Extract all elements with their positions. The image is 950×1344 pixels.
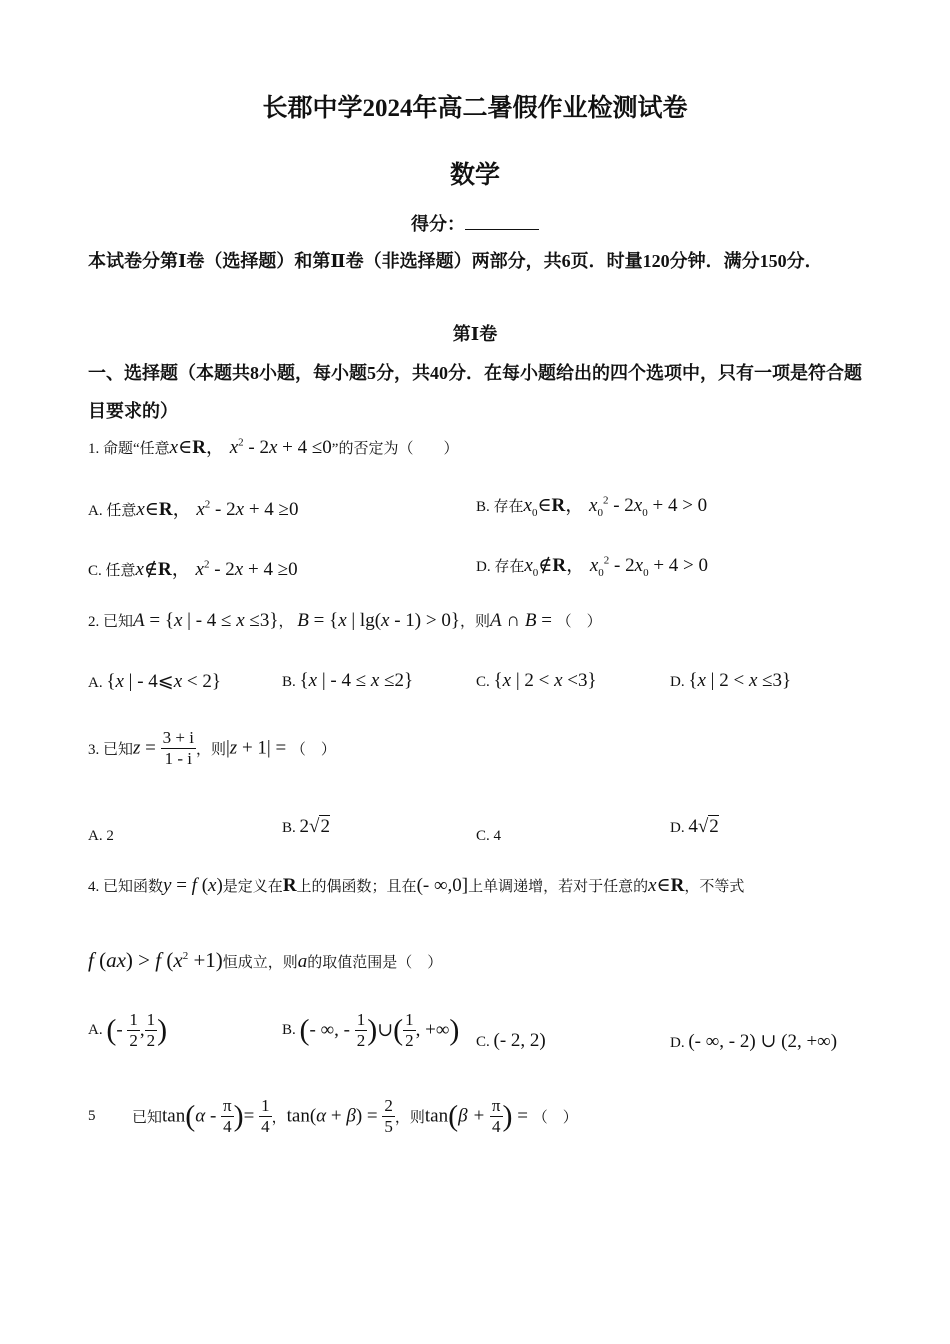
q3-fraction: $\frac{3 + i}{1 - i}$ bbox=[162, 728, 194, 768]
q3-b-label: B. bbox=[282, 820, 296, 836]
q5-tan1: tan bbox=[162, 1105, 186, 1127]
q4-a-frac2: $\frac{1}{2}$ bbox=[146, 1010, 156, 1050]
q4-b-lparen2: ( bbox=[393, 1013, 404, 1047]
q5-eq1: = bbox=[243, 1105, 260, 1127]
q2-math-b: B = {x | lg(x - 1) > 0} bbox=[297, 610, 460, 631]
q5-tan3: tan bbox=[424, 1105, 449, 1127]
q4-b-label: B. bbox=[282, 1022, 296, 1038]
q5-frac-pi4-b: $\frac{\pi}{4}$ bbox=[491, 1096, 501, 1136]
q5-frac-pi4-a: $\frac{\pi}{4}$ bbox=[223, 1096, 232, 1136]
exam-intro: 本试卷分第Ⅰ卷（选择题）和第Ⅱ卷（非选择题）两部分，共6页．时量120分钟．满分150分． bbox=[88, 251, 823, 271]
q3-option-c[interactable]: C. 4 bbox=[476, 828, 502, 844]
q4-t1: 是定义在 bbox=[222, 879, 283, 895]
q3-option-d[interactable] bbox=[670, 816, 719, 838]
q2-d-label: D. bbox=[670, 674, 685, 690]
q4-b-rparen1: ) bbox=[367, 1013, 378, 1047]
q3-option-b[interactable] bbox=[282, 816, 330, 838]
exam-subject: 数学 bbox=[449, 162, 500, 189]
q4-math-x: x∈R bbox=[648, 875, 685, 896]
question-4-line2 bbox=[88, 948, 442, 973]
volume-heading: 第Ⅰ卷 bbox=[452, 324, 498, 344]
q4-a-lparen: ( bbox=[106, 1013, 117, 1047]
q2-a-math: {x | - 4⩽x < 2} bbox=[106, 671, 221, 692]
score-label: 得分： bbox=[411, 214, 465, 234]
q4-b-frac1: $\frac{1}{2}$ bbox=[356, 1010, 366, 1050]
q4-t5: 恒成立，则 bbox=[222, 955, 298, 971]
q4-option-c[interactable] bbox=[476, 1030, 546, 1052]
q1-option-a[interactable] bbox=[88, 494, 298, 521]
question-3 bbox=[88, 728, 336, 769]
q4-math-r: R bbox=[282, 875, 297, 896]
q5-frac-14: $\frac{1}{4}$ bbox=[261, 1096, 270, 1136]
q3-b-math: 2√2 bbox=[299, 816, 330, 837]
q1-c-math: x∉R， $x^2 - 2x + 4 \ge 0$ bbox=[135, 558, 298, 580]
q2-option-c[interactable] bbox=[476, 670, 597, 692]
q2-b-math: {x | - 4 ≤ x ≤2} bbox=[299, 670, 414, 691]
q5-number: 5 bbox=[88, 1108, 96, 1124]
q4-a-frac1: $\frac{1}{2}$ bbox=[129, 1010, 138, 1050]
q4-b-union: ∪ bbox=[377, 1020, 394, 1041]
q4-option-b[interactable] bbox=[282, 1010, 459, 1051]
q4-a-label: A. bbox=[88, 1022, 103, 1038]
q2-math-a: A = {x | - 4 ≤ x ≤3} bbox=[133, 610, 279, 631]
q2-option-b[interactable] bbox=[282, 670, 413, 692]
q5-rparen3: ) bbox=[502, 1099, 513, 1133]
section-heading: 一、选择题（本题共8小题，每小题5分，共40分．在每小题给出的四个选项中，只有一项是符合题目要求的） bbox=[88, 363, 862, 421]
q1-option-b[interactable] bbox=[476, 490, 707, 519]
q4-b-rparen2: ) bbox=[449, 1013, 460, 1047]
q5-frac-25: $\frac{2}{5}$ bbox=[384, 1096, 393, 1136]
q4-t2: 上的偶函数；且在 bbox=[296, 879, 417, 895]
q1-suffix: ”的否定为（ ） bbox=[331, 441, 459, 457]
q4-t4: ，不等式 bbox=[684, 879, 745, 895]
q1-d-label: D. 存在 bbox=[476, 559, 525, 575]
q5-comma1: ， bbox=[271, 1110, 287, 1126]
q2-prefix: 2. 已知 bbox=[88, 614, 134, 630]
q1-b-math: $x_0\in R$， $x_0^2 - 2x_0 + 4 > 0$ bbox=[523, 494, 708, 519]
q3-math-z: z = bbox=[133, 737, 161, 759]
q4-c-math: (- 2, 2) bbox=[493, 1030, 546, 1051]
q3-prefix: 3. 已知 bbox=[88, 742, 134, 758]
q4-b-frac2: $\frac{1}{2}$ bbox=[405, 1010, 414, 1050]
q2-b-label: B. bbox=[282, 674, 296, 690]
q2-math-c: A ∩ B = bbox=[490, 610, 557, 631]
q1-a-label: A. 任意 bbox=[88, 503, 137, 519]
q2-c-math: {x | 2 < x <3} bbox=[493, 670, 597, 691]
q1-c-label: C. 任意 bbox=[88, 563, 136, 579]
q1-prefix: 1. 命题“任意 bbox=[88, 441, 170, 457]
q5-lparen3: ( bbox=[448, 1099, 459, 1133]
question-2: 2. 已知A = {x | - 4 ≤ x ≤3}， B = {x | lg(x - 1) > 0}，则A ∩ B = （ ） bbox=[88, 610, 602, 631]
q2-option-d[interactable] bbox=[670, 670, 791, 692]
question-1 bbox=[88, 432, 458, 459]
q4-c-label: C. bbox=[476, 1034, 490, 1050]
q3-option-a[interactable]: A. 2 bbox=[88, 828, 114, 844]
q4-option-d[interactable] bbox=[670, 1030, 837, 1053]
q1-math: x∈R， $x^2 - 2x + 4 \le 0$ bbox=[169, 436, 332, 458]
q2-option-a[interactable] bbox=[88, 670, 221, 693]
q4-b-lparen1: ( bbox=[299, 1013, 310, 1047]
q2-a-label: A. bbox=[88, 675, 103, 691]
q4-math-ineq: f (ax) > f $(x^2 +1)$ bbox=[88, 948, 223, 972]
q5-alpha: α - bbox=[195, 1105, 222, 1127]
q4-prefix: 4. 已知函数 bbox=[88, 879, 164, 895]
exam-title: 长郡中学2024年高二暑假作业检测试卷 bbox=[262, 95, 688, 122]
q1-option-d[interactable] bbox=[476, 550, 708, 579]
q4-math-interval: (- ∞,0] bbox=[416, 875, 469, 896]
q4-b-left: - ∞, - bbox=[309, 1019, 355, 1041]
q1-b-label: B. 存在 bbox=[476, 499, 524, 515]
q4-b-right: , +∞ bbox=[415, 1019, 450, 1041]
q4-option-a[interactable] bbox=[88, 1010, 167, 1051]
q1-option-c[interactable] bbox=[88, 554, 298, 581]
q5-tan2: tan(α + β) = bbox=[286, 1105, 383, 1127]
q3-mid: ，则 bbox=[195, 742, 226, 758]
q2-paren: （ ） bbox=[556, 614, 602, 630]
q1-d-math: $x_0\notin R$， $x_0^2 - 2x_0 + 4 > 0$ bbox=[524, 554, 708, 579]
q4-d-label: D. bbox=[670, 1035, 685, 1051]
score-blank[interactable] bbox=[465, 213, 539, 230]
q3-paren: （ ） bbox=[290, 742, 336, 758]
q2-c-label: C. bbox=[476, 674, 490, 690]
q3-d-label: D. bbox=[670, 820, 685, 836]
q5-lparen1: ( bbox=[185, 1099, 196, 1133]
q3-d-math: 4√2 bbox=[688, 816, 719, 837]
question-4 bbox=[88, 874, 744, 897]
q5-prefix: 已知 bbox=[132, 1110, 163, 1126]
q5-rparen1: ) bbox=[233, 1099, 244, 1133]
q4-t3: 上单调递增，若对于任意的 bbox=[468, 879, 649, 895]
q4-t6: 的取值范围是（ ） bbox=[307, 955, 443, 971]
q5-eq3: = bbox=[512, 1105, 533, 1127]
q4-d-math: (- ∞, - 2) ∪ (2, +∞) bbox=[688, 1031, 838, 1052]
q5-then: ，则 bbox=[394, 1110, 425, 1126]
q2-suffix: ，则 bbox=[459, 614, 490, 630]
q2-d-math: {x | 2 < x ≤3} bbox=[688, 670, 792, 691]
q5-paren: （ ） bbox=[532, 1110, 578, 1126]
q1-a-math: x∈R， $x^2 - 2x + 4 \ge 0$ bbox=[136, 498, 299, 520]
q4-a-comma: , bbox=[139, 1019, 145, 1041]
q5-beta: β + bbox=[458, 1105, 490, 1127]
score-line bbox=[0, 210, 950, 236]
q3-math-abs: |z + 1| = bbox=[225, 737, 291, 759]
q4-a-minus: - bbox=[116, 1019, 128, 1041]
q4-a-rparen: ) bbox=[157, 1013, 168, 1047]
q4-math-fn: y = f (x) bbox=[163, 875, 223, 896]
question-5 bbox=[88, 1096, 578, 1137]
q4-math-a: a bbox=[297, 951, 308, 972]
